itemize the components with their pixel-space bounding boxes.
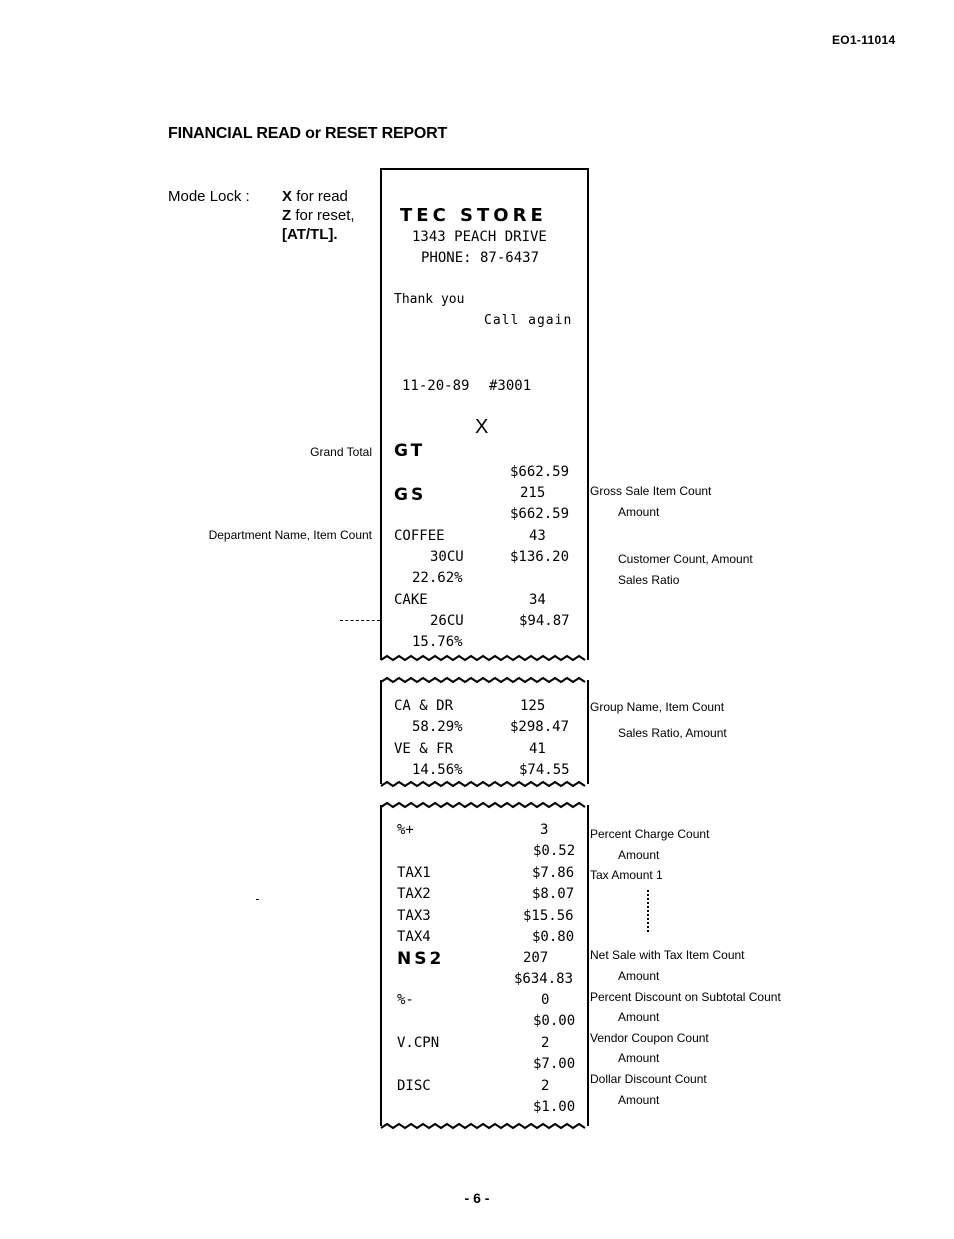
note-dollar-discount-amount: Amount bbox=[618, 1093, 660, 1107]
gt-amount: $662.59 bbox=[510, 464, 570, 480]
dept-coffee-customers: 30CU bbox=[430, 549, 464, 565]
mode-lock-label: Mode Lock : bbox=[168, 188, 250, 205]
note-net-sale: Net Sale with Tax Item Count bbox=[590, 948, 745, 962]
pct-plus-count: 3 bbox=[540, 822, 549, 838]
pct-plus-label: %+ bbox=[397, 822, 414, 838]
mode-lock-reset bbox=[282, 207, 355, 224]
note-pct-discount: Percent Discount on Subtotal Count bbox=[590, 990, 781, 1004]
page-number: - 6 - bbox=[464, 1190, 490, 1206]
dept-coffee-ratio: 22.62% bbox=[412, 570, 463, 586]
mode-x-symbol: X bbox=[475, 416, 489, 438]
store-phone: PHONE: 87-6437 bbox=[421, 250, 540, 266]
note-gross-amount: Amount bbox=[618, 505, 660, 519]
disc-count: 2 bbox=[541, 1078, 550, 1094]
note-department: Department Name, Item Count bbox=[208, 528, 372, 542]
disc-label: DISC bbox=[397, 1078, 431, 1094]
note-pct-charge: Percent Charge Count bbox=[590, 827, 710, 841]
note-vendor-coupon-amount: Amount bbox=[618, 1051, 660, 1065]
ns2-label: NS2 bbox=[397, 949, 445, 969]
mode-key-x: X bbox=[282, 188, 293, 205]
document-id: EO1-11014 bbox=[832, 33, 896, 47]
note-pct-charge-amount: Amount bbox=[618, 848, 660, 862]
tax1-label: TAX1 bbox=[397, 865, 431, 881]
dept-cake-amount: $94.87 bbox=[519, 613, 570, 629]
tax3-label: TAX3 bbox=[397, 908, 431, 924]
tear-edge-3-bottom bbox=[380, 1122, 586, 1136]
stray-mark bbox=[256, 899, 259, 900]
tax4-amount: $0.80 bbox=[532, 929, 575, 945]
dept-cake-name: CAKE bbox=[394, 592, 428, 608]
tax2-label: TAX2 bbox=[397, 886, 431, 902]
dept-cake-customers: 26CU bbox=[430, 613, 464, 629]
note-grand-total: Grand Total bbox=[310, 445, 372, 459]
message-thank-you: Thank you bbox=[394, 292, 465, 307]
tear-edge-2-bottom bbox=[380, 780, 586, 794]
dept-cake-count: 34 bbox=[529, 592, 546, 608]
note-ellipsis-vertical bbox=[647, 890, 649, 932]
ns2-amount: $634.83 bbox=[514, 971, 574, 987]
note-group-ratio: Sales Ratio, Amount bbox=[618, 726, 727, 740]
vcpn-amount: $7.00 bbox=[533, 1056, 576, 1072]
note-customer: Customer Count, Amount bbox=[618, 552, 753, 566]
note-vendor-coupon: Vendor Coupon Count bbox=[590, 1031, 709, 1045]
mode-lock-read bbox=[282, 188, 348, 205]
note-gross-count: Gross Sale Item Count bbox=[590, 484, 712, 498]
vcpn-count: 2 bbox=[541, 1035, 550, 1051]
tear-edge-1 bbox=[380, 654, 586, 668]
note-group-name: Group Name, Item Count bbox=[590, 700, 725, 714]
pct-minus-label: %- bbox=[397, 992, 414, 1008]
mode-read-text: for read bbox=[296, 188, 348, 205]
note-sales-ratio: Sales Ratio bbox=[618, 573, 680, 587]
group-cadr-count: 125 bbox=[520, 698, 546, 714]
pct-minus-count: 0 bbox=[541, 992, 550, 1008]
tax4-label: TAX4 bbox=[397, 929, 431, 945]
note-leader-line bbox=[340, 620, 380, 621]
dept-coffee-count: 43 bbox=[529, 528, 546, 544]
group-cadr-ratio: 58.29% bbox=[412, 719, 463, 735]
vcpn-label: V.CPN bbox=[397, 1035, 440, 1051]
mode-reset-text: for reset, bbox=[295, 207, 355, 224]
group-vefr-amount: $74.55 bbox=[519, 762, 570, 778]
disc-amount: $1.00 bbox=[533, 1099, 576, 1115]
mode-key-z: Z bbox=[282, 207, 292, 224]
mode-lock-key: [AT/TL]. bbox=[282, 226, 338, 243]
tax2-amount: $8.07 bbox=[532, 886, 575, 902]
dept-coffee-name: COFFEE bbox=[394, 528, 445, 544]
note-dollar-discount: Dollar Discount Count bbox=[590, 1072, 707, 1086]
gs-count: 215 bbox=[520, 485, 546, 501]
page-title: FINANCIAL READ or RESET REPORT bbox=[168, 125, 448, 142]
note-pct-discount-amount: Amount bbox=[618, 1010, 660, 1024]
group-cadr-name: CA & DR bbox=[394, 698, 454, 714]
group-vefr-ratio: 14.56% bbox=[412, 762, 463, 778]
group-vefr-count: 41 bbox=[529, 741, 546, 757]
gt-label: GT bbox=[394, 441, 426, 461]
gs-amount: $662.59 bbox=[510, 506, 570, 522]
store-name: TEC STORE bbox=[400, 205, 547, 226]
receipt-date: 11-20-89 bbox=[402, 378, 470, 394]
gs-label: GS bbox=[394, 485, 427, 505]
dept-coffee-amount: $136.20 bbox=[510, 549, 570, 565]
pct-plus-amount: $0.52 bbox=[533, 843, 576, 859]
dept-cake-ratio: 15.76% bbox=[412, 634, 463, 650]
group-vefr-name: VE & FR bbox=[394, 741, 454, 757]
note-tax-amount: Tax Amount 1 bbox=[590, 868, 663, 882]
group-cadr-amount: $298.47 bbox=[510, 719, 570, 735]
pct-minus-amount: $0.00 bbox=[533, 1013, 576, 1029]
store-address: 1343 PEACH DRIVE bbox=[412, 229, 547, 245]
tax1-amount: $7.86 bbox=[532, 865, 575, 881]
tax3-amount: $15.56 bbox=[523, 908, 574, 924]
note-net-sale-amount: Amount bbox=[618, 969, 660, 983]
message-call-again: Call again bbox=[484, 313, 573, 328]
receipt-number: #3001 bbox=[489, 378, 532, 394]
ns2-count: 207 bbox=[523, 950, 549, 966]
